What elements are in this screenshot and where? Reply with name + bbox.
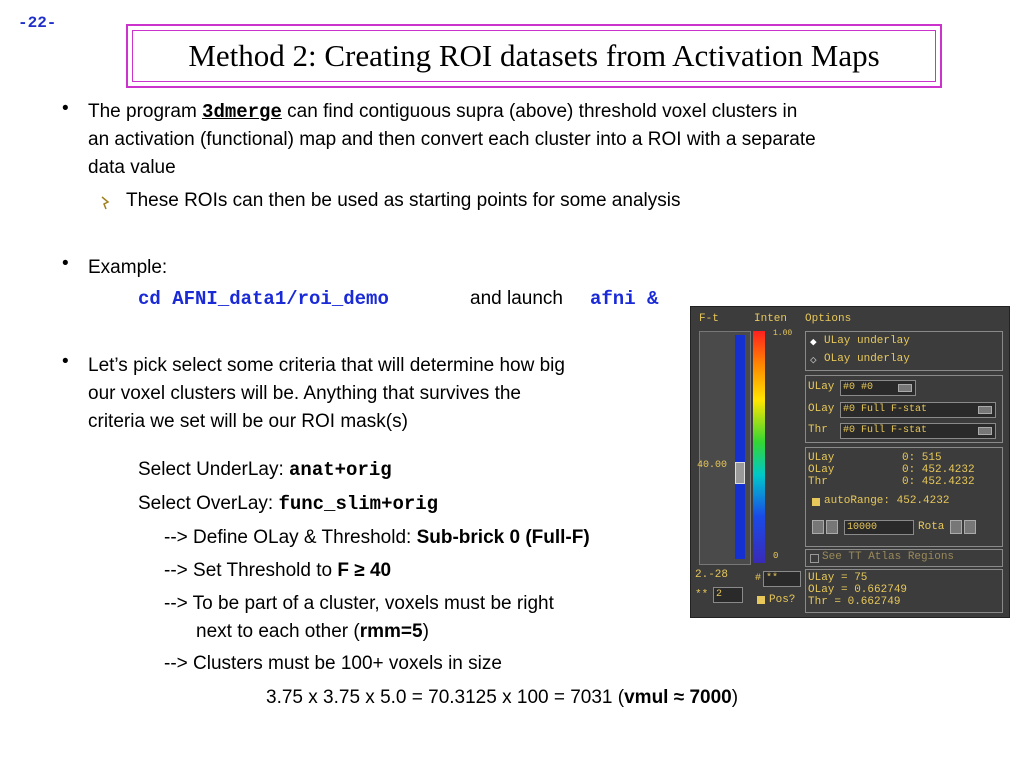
info-olay-value: 0: 452.4232: [902, 464, 975, 476]
hash-label: #: [755, 573, 762, 584]
cluster-rule-a: next to each other (: [196, 621, 360, 642]
threshold-slider-thumb[interactable]: [735, 462, 745, 484]
afni-overlay-panel: [690, 306, 1010, 618]
slide-title: Method 2: Creating ROI datasets from Activation Maps: [188, 38, 880, 73]
bullet-2-icon: •: [62, 253, 69, 274]
olay-dropdown-icon[interactable]: [978, 406, 992, 414]
ulay-selector-label: ULay: [808, 381, 835, 393]
select-underlay-line: [138, 456, 392, 484]
launch-command: afni &: [590, 288, 659, 310]
bullet-3-line-1: Let’s pick select some criteria that will determine how big: [88, 355, 565, 376]
rota-label: Rota: [918, 521, 945, 533]
range-input-value: 10000: [847, 522, 878, 533]
cluster-rule-line-1: --> To be part of a cluster, voxels must be right: [164, 593, 554, 614]
sub-bullet-icon: [100, 196, 110, 210]
overlay-value: func_slim+orig: [278, 493, 439, 515]
cluster-size-line: --> Clusters must be 100+ voxels in size: [164, 653, 502, 674]
header-ft: F-t: [699, 313, 719, 325]
bullet-3-line-3: criteria we set will be our ROI mask(s): [88, 411, 408, 432]
ulay-subbrick-value: #0 #0: [843, 382, 874, 393]
see-atlas-label[interactable]: See TT Atlas Regions: [822, 551, 955, 563]
bullet-3-icon: •: [62, 351, 69, 372]
ulay-dropdown-icon[interactable]: [898, 384, 912, 392]
select-underlay-label: Select UnderLay:: [138, 459, 290, 480]
radio-olay-icon[interactable]: ◇: [810, 355, 817, 367]
cluster-rule-c: ): [422, 621, 429, 642]
threshold-slider-track[interactable]: [699, 331, 751, 565]
select-overlay-label: Select OverLay:: [138, 493, 279, 514]
cluster-rule-line-2: [196, 618, 429, 646]
program-name: 3dmerge: [202, 101, 282, 123]
volume-calc-a: 3.75 x 3.75 x 5.0 = 70.3125 x 100 = 7031 (: [266, 687, 625, 708]
range-up-arrow-icon[interactable]: [826, 520, 838, 534]
info-ulay-value: 0: 515: [902, 452, 942, 464]
pos-checkbox[interactable]: [757, 596, 765, 604]
bullet-3-line-2: our voxel clusters will be. Anything that survives the: [88, 383, 521, 404]
range-input[interactable]: [844, 520, 914, 535]
thr-selector-label: Thr: [808, 424, 828, 436]
set-threshold-label: --> Set Threshold to: [164, 560, 338, 581]
info-olay-label: OLay: [808, 464, 835, 476]
rota-down-arrow-icon[interactable]: [950, 520, 962, 534]
olay-selector-label: OLay: [808, 403, 835, 415]
select-overlay-line: [138, 490, 438, 518]
set-threshold-line: [164, 557, 391, 585]
inten-bottom-label: 0: [773, 551, 779, 561]
radio-olay-label[interactable]: OLay underlay: [824, 353, 910, 365]
volume-calc-line: [266, 684, 738, 712]
page-number: -22-: [18, 14, 57, 32]
title-inner-frame: [132, 30, 936, 82]
radio-ulay-icon[interactable]: ◆: [810, 337, 817, 349]
intensity-color-bar[interactable]: [753, 331, 765, 563]
bullet-1-icon: •: [62, 98, 69, 119]
thr-subbrick-select[interactable]: [840, 423, 996, 439]
rota-up-arrow-icon[interactable]: [964, 520, 976, 534]
slider-blue-bar: [735, 335, 745, 559]
exponent-value: 2.-28: [695, 569, 729, 581]
bullet-1-line-2: an activation (functional) map and then convert each cluster into a ROI with a separate: [88, 129, 816, 150]
stars-label: **: [695, 589, 709, 601]
olay-subbrick-value: #0 Full F-stat: [843, 404, 928, 415]
rmm-value: rmm=5: [359, 621, 423, 642]
bullet-1-line-3: data value: [88, 157, 176, 178]
define-olay-label: --> Define OLay & Threshold:: [164, 527, 417, 548]
crosshair-values-group: [805, 569, 1003, 613]
vmul-value: vmul ≈ 7000: [624, 687, 732, 708]
inten-top-label: 1.00: [773, 329, 793, 338]
options-menu[interactable]: Options: [805, 313, 852, 325]
bullet-1-sub: These ROIs can then be used as starting points for some analysis: [126, 190, 681, 211]
thr-dropdown-icon[interactable]: [978, 427, 992, 435]
volume-calc-c: ): [731, 687, 739, 708]
underlay-radio-group: [805, 331, 1003, 371]
example-label: Example:: [88, 257, 168, 278]
exp-select-value: 2: [716, 589, 723, 600]
range-down-arrow-icon[interactable]: [812, 520, 824, 534]
olay-subbrick-select[interactable]: [840, 402, 996, 418]
value-info-group: [805, 447, 1003, 547]
bullet-1-rest: can find contiguous supra (above) threshold voxel clusters in: [281, 101, 798, 122]
info-thr-label: Thr: [808, 476, 828, 488]
value-ulay: ULay = 75: [808, 572, 868, 584]
bullet-1-prefix: The program: [88, 101, 203, 122]
atlas-row: [805, 549, 1003, 567]
stars-select[interactable]: [763, 571, 801, 587]
define-olay-value: Sub-brick 0 (Full-F): [416, 527, 590, 548]
pos-label[interactable]: Pos?: [769, 594, 796, 606]
info-thr-value: 0: 452.4232: [902, 476, 975, 488]
autorange-checkbox[interactable]: [812, 498, 820, 506]
exp-select[interactable]: [713, 587, 743, 603]
radio-ulay-label[interactable]: ULay underlay: [824, 335, 910, 347]
autorange-label[interactable]: autoRange: 452.4232: [824, 495, 950, 507]
value-thr: Thr = 0.662749: [808, 596, 901, 608]
thr-subbrick-value: #0 Full F-stat: [843, 425, 928, 436]
stars-select-value: **: [766, 573, 779, 584]
info-ulay-label: ULay: [808, 452, 835, 464]
slider-value: 40.00: [697, 460, 728, 471]
value-olay: OLay = 0.662749: [808, 584, 908, 596]
atlas-checkbox[interactable]: [810, 554, 819, 563]
threshold-value: F ≥ 40: [337, 560, 392, 581]
title-frame: [126, 24, 942, 88]
header-inten: Inten: [754, 313, 788, 325]
underlay-value: anat+orig: [289, 459, 392, 481]
and-launch-text: and launch: [470, 288, 563, 309]
sub-brick-selector-group: [805, 375, 1003, 443]
define-olay-line: [164, 524, 590, 552]
example-command: cd AFNI_data1/roi_demo: [138, 288, 389, 310]
bullet-1-line-1: [88, 98, 797, 126]
